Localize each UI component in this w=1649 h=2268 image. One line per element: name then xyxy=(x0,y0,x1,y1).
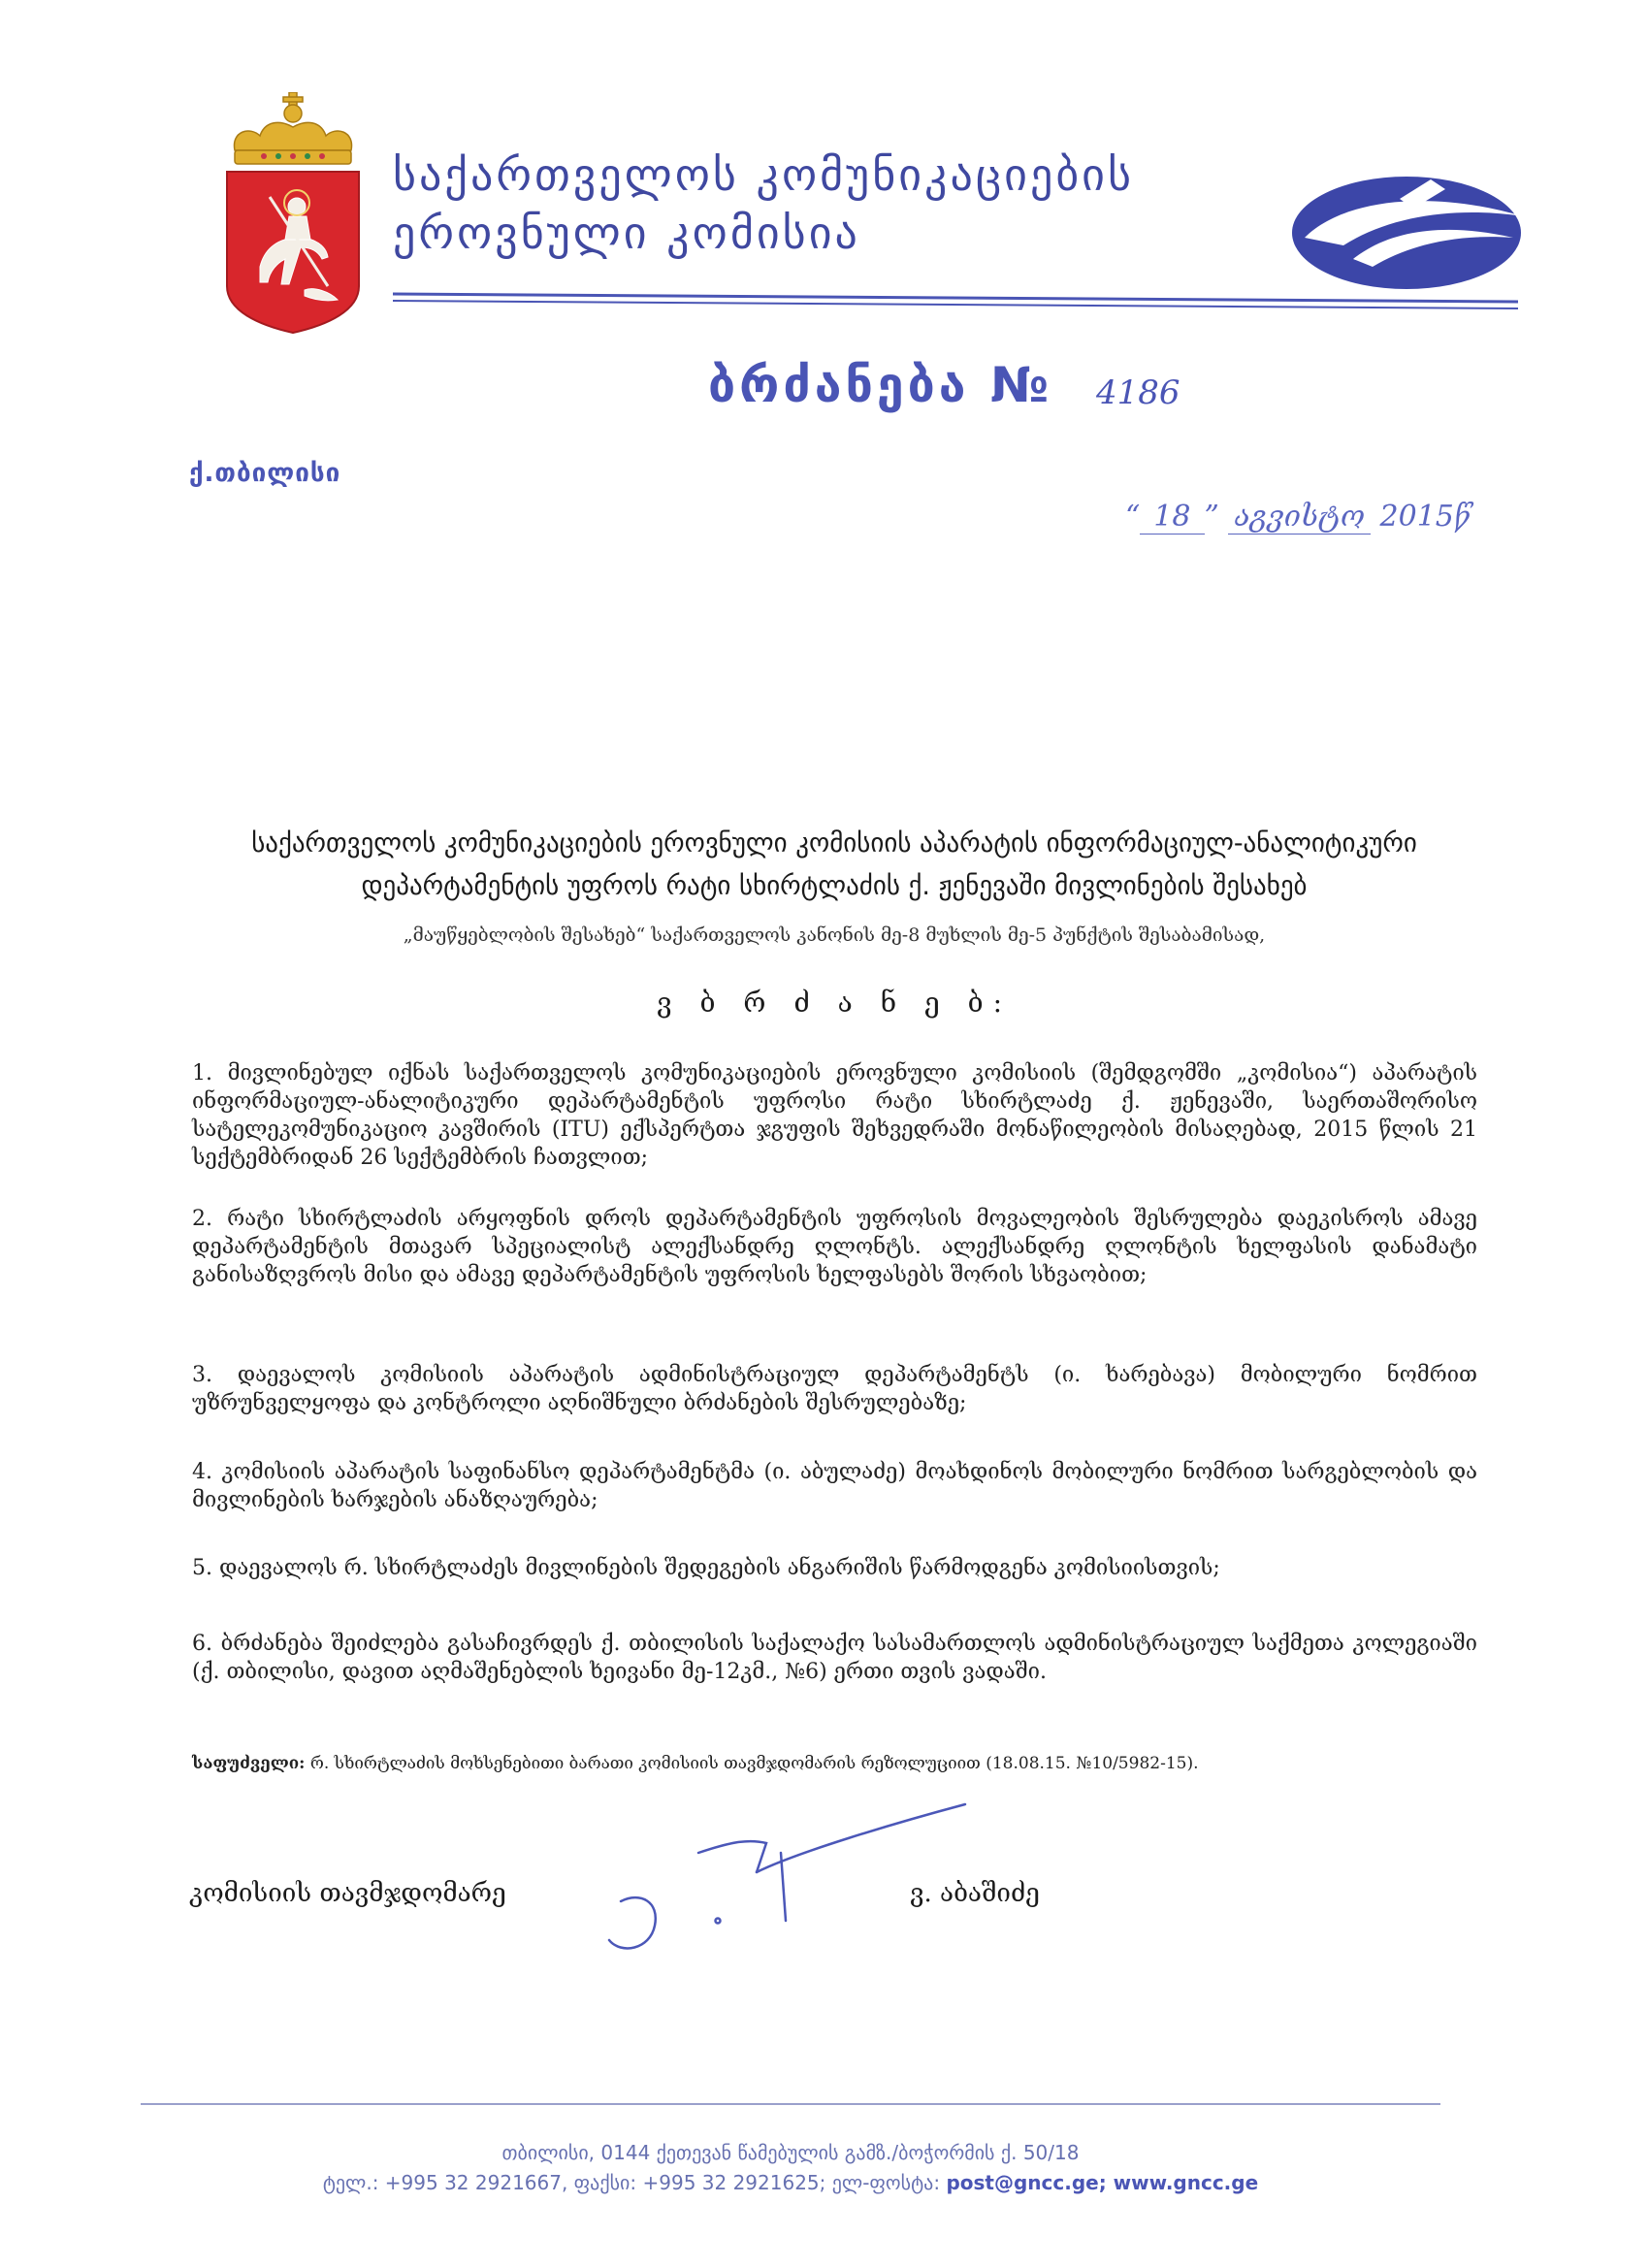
basis-text: რ. სხირტლაძის მოხსენებითი ბარათი კომისიის თავმჯდომარის რეზოლუციით (18.08.15. №10/5982-15). xyxy=(305,1754,1199,1773)
order-paragraph-6: 6. ბრძანება შეიძლება გასაჩივრდეს ქ. თბილისის საქალაქო სასამართლოს ადმინისტრაციულ საქმეთა კოლეგიაში (ქ. თბილისი, დავით აღმაშენებლის ხეივანი მე-12კმ., №6) ერთი თვის ვადაში. xyxy=(192,1632,1477,1684)
footer-website-link[interactable]: www.gncc.ge xyxy=(1113,2171,1259,2194)
date-year-suffix: წ xyxy=(1453,500,1471,534)
date-close-quote: ” xyxy=(1204,500,1219,534)
organization-name xyxy=(393,146,1266,262)
signatory-position: კომისიის თავმჯდომარე xyxy=(189,1879,506,1908)
order-paragraph-2: 2. რატი სხირტლაძის არყოფნის დროს დეპარტამენტის უფროსის მოვალეობის შესრულება დაეკისროს ამავე დეპარტამენტის მთავარ სპეციალისტ ალექსანდრე ღლონტს. ალექსანდრე ღლონტის ხელფასის დანამატი განისაზღვროს მისი და ამავე დეპარტამენტის უფროსის ხელფასებს შორის სხვაობით; xyxy=(192,1207,1477,1287)
order-paragraph-5: 5. დაევალოს რ. სხირტლაძეს მივლინების შედეგების ანგარიშის წარმოდგენა კომისიისთვის; xyxy=(192,1556,1220,1580)
order-number: 4186 xyxy=(1096,373,1180,412)
order-paragraph-1: 1. მივლინებულ იქნას საქართველოს კომუნიკაციების ეროვნული კომისიის (შემდგომში „კომისია“) აპარატის ინფორმაციულ-ანალიტიკური დეპარტამენტის უფროსი რატი სხირტლაძე ქ. ჟენევაში, საერთაშორისო სატელეკომუნიკაციო კავშირის (ITU) ექსპერტთა ჯგუფის შეხვედრაში მონაწილეობის მისაღებად, 2015 წლის 21 სექტემბრიდან 26 სექტემბრის ჩათვლით; xyxy=(192,1061,1477,1170)
order-paragraph-3: 3. დაევალოს კომისიის აპარატის ადმინისტრაციულ დეპარტამენტს (ი. ხარებავა) მობილური ნომრით უზრუნველყოფა და კონტროლი აღნიშნული ბრძანების შესრულებაზე; xyxy=(192,1363,1477,1415)
footer-separator: ; xyxy=(1098,2171,1114,2194)
signatory-name: ვ. აბაშიძე xyxy=(910,1879,1040,1908)
document-title-line1: საქართველოს კომუნიკაციების ეროვნული კომისიის აპარატის ინფორმაციულ-ანალიტიკური xyxy=(251,828,1417,859)
document-title xyxy=(189,823,1479,908)
handwritten-signature-icon xyxy=(601,1795,970,1960)
date-day: 18 xyxy=(1140,500,1204,535)
basis-label: საფუძველი: xyxy=(192,1754,306,1773)
order-title: ბრძანება № xyxy=(708,357,1053,413)
coat-of-arms-icon xyxy=(221,92,365,335)
basis-note xyxy=(192,1754,1482,1773)
footer-phone-fax: ტელ.: +995 32 2921667, ფაქსი: +995 32 2921625; ელ-ფოსტა: xyxy=(322,2171,947,2194)
order-paragraph-4: 4. კომისიის აპარატის საფინანსო დეპარტამენტმა (ი. აბულაძე) მოახდინოს მობილური ნომრით სარგებლობის და მივლინების ხარჯების ანაზღაურება; xyxy=(192,1460,1477,1512)
date-open-quote: “ xyxy=(1125,500,1141,534)
date-month: აგვისტო xyxy=(1228,500,1371,535)
footer-email-link[interactable]: post@gncc.ge xyxy=(946,2171,1099,2194)
footer-address: თბილისი, 0144 ქეთევან წამებულის გამზ./ბოჭორმის ქ. 50/18 xyxy=(501,2141,1080,2164)
organization-name-line2: ეროვნული კომისია xyxy=(393,207,860,259)
date-year: 2015 xyxy=(1379,500,1454,534)
header-divider xyxy=(393,291,1518,310)
organization-name-line1: საქართველოს კომუნიკაციების xyxy=(393,148,1134,201)
legal-basis: „მაუწყებლობის შესახებ“ საქართველოს კანონის მე-8 მუხლის მე-5 პუნქტის შესაბამისად, xyxy=(403,924,1266,946)
footer-contact xyxy=(141,2171,1440,2194)
order-date xyxy=(1125,500,1533,535)
document-title-line2: დეპარტამენტის უფროს რატი სხირტლაძის ქ. ჟენევაში მივლინების შესახებ xyxy=(361,871,1308,901)
orders-heading: ვ ბ რ ძ ა ნ ე ბ: xyxy=(656,987,1013,1019)
gncc-logo-icon xyxy=(1285,170,1528,296)
footer-divider xyxy=(141,2103,1440,2105)
city-label: ქ.თბილისი xyxy=(189,459,341,488)
